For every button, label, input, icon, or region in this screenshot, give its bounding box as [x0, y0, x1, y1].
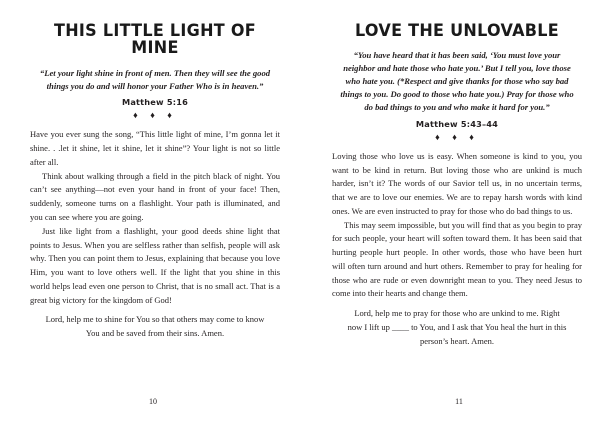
- body-paragraph: Have you ever sung the song, “This little light of mine, I’m gonna let it shine. . .let it shine, let it shine, let it shine”? Your light is not so little after all.: [30, 129, 280, 167]
- scripture-verse: “You have heard that it has been said, ‘You must love your neighbor and hate those who hate you.’ But I tell you, love those who hate you. (*Respect and give thanks for those who say bad things to you. Do good to those who hate you.) Pray for those who do bad things to you and who make it hard for you.”: [340, 50, 574, 112]
- page-number: 11: [455, 397, 463, 406]
- diamond-ornament-icon: ♦ ♦ ♦: [133, 110, 177, 121]
- devotional-body: [332, 150, 582, 301]
- page-title: LOVE THE UNLOVABLE: [355, 21, 559, 40]
- prayer-text: Lord, help me to pray for those who are unkind to me. Right now I lift up ____ to You, and I ask that You heal the hurt in this person’s heart. Amen.: [347, 308, 567, 346]
- body-paragraph: This may seem impossible, but you will find that as you begin to pray for such people, your heart will soften toward them. It has been said that hurting people hurt people. In other words, those who have been hurt will often turn around and hurt others. Remember to pray for healing for those who are rude or even downright mean to you. They need Jesus to come into their hearts and change them.: [332, 219, 582, 299]
- page-title: THIS LITTLE LIGHT OF MINE: [54, 21, 256, 58]
- prayer-text: Lord, help me to shine for You so that others may come to know You and be saved from their sins. Amen.: [45, 314, 265, 339]
- scripture-reference: Matthew 5:16: [121, 97, 189, 108]
- body-paragraph: Think about walking through a field in the pitch black of night. You can’t see anything—not even your hand in front of your face! Then, suddenly, someone turns on a flashlight. Your path is illuminated, and you can see where you are going.: [30, 170, 280, 222]
- scripture-verse: “Let your light shine in front of men. Then they will see the good things you do and will honor your Father Who is in heaven.”: [39, 67, 271, 91]
- page-right: [306, 0, 612, 432]
- diamond-ornament-icon: ♦ ♦ ♦: [435, 131, 479, 142]
- page-number: 10: [149, 397, 157, 406]
- body-paragraph: Just like light from a flashlight, your good deeds shine light that points to Jesus. When you are selfless rather than selfish, people will ask why. Then you can point them to Jesus, explaining that because you love Him, you want to love others well. If the light that you shine in this world helps lead even one person to Christ, that is no small act. That is a great big victory for the kingdom of God!: [30, 225, 280, 305]
- devotional-body: [30, 128, 280, 307]
- scripture-reference: Matthew 5:43–44: [415, 118, 499, 129]
- body-paragraph: Loving those who love us is easy. When someone is kind to you, you want to be kind in return. But loving those who are unkind is much harder, isn’t it? The words of our Savior tell us, in no uncertain terms, that we are to love our enemies. We are to repay harsh words with kind ones. We are even instructed to pray for those who do bad things to us.: [332, 150, 582, 216]
